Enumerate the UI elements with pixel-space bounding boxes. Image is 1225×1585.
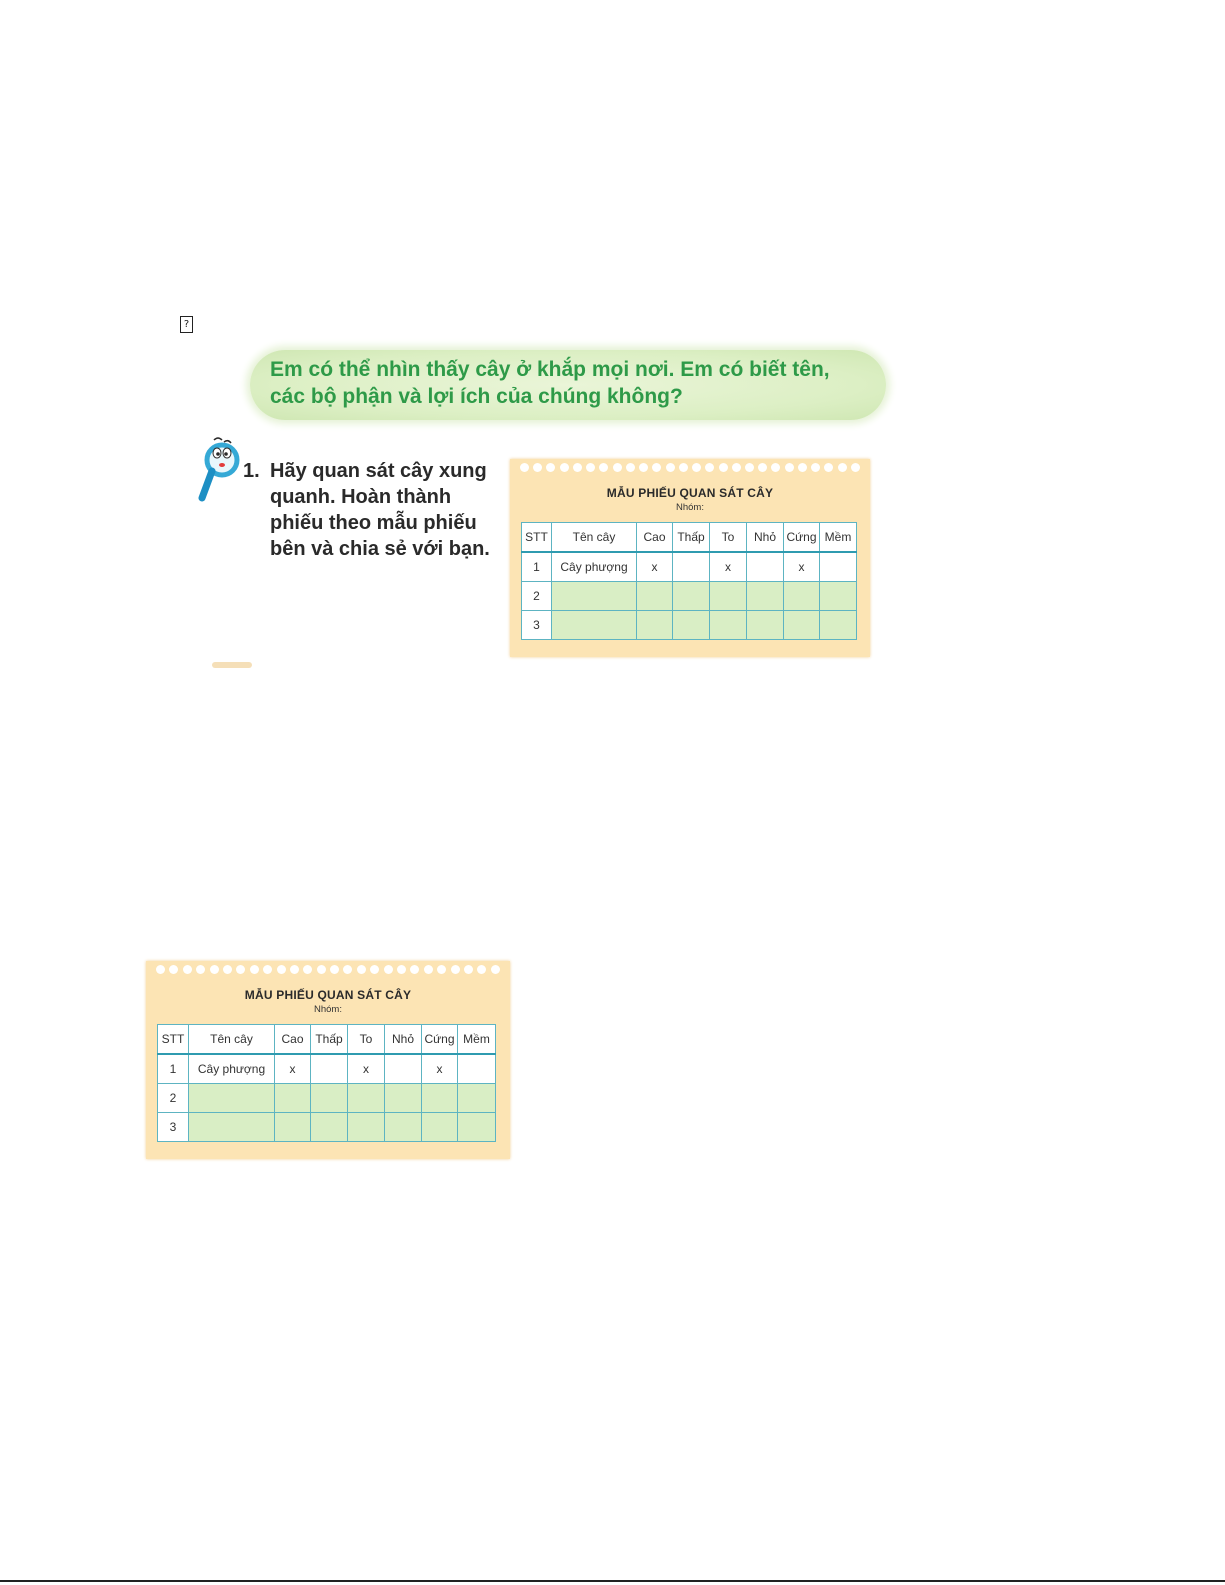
page-bottom-rule [0,1580,1225,1582]
observation-table [157,1024,496,1142]
header-small: Nhỏ [747,523,784,553]
binder-hole [533,463,542,472]
table-cell [275,1113,311,1142]
table-cell [552,611,637,640]
header-hard: Cứng [422,1025,458,1055]
binder-hole [223,965,232,974]
table-cell: x [710,552,747,582]
binder-hole [798,463,807,472]
binder-hole [424,965,433,974]
table-cell [458,1113,496,1142]
table-cell [673,611,710,640]
binder-hole [785,463,794,472]
header-soft: Mềm [458,1025,496,1055]
binder-hole [263,965,272,974]
worksheet-title: MẪU PHIẾU QUAN SÁT CÂY [606,486,774,500]
table-cell [784,611,820,640]
table-cell [189,1113,275,1142]
binder-hole [250,965,259,974]
binder-hole [384,965,393,974]
binder-holes [520,463,860,473]
binder-hole [317,965,326,974]
header-tall: Cao [275,1025,311,1055]
table-cell [673,582,710,611]
binder-hole [437,965,446,974]
binder-hole [851,463,860,472]
binder-hole [491,965,500,974]
table-cell [348,1084,385,1113]
binder-hole [705,463,714,472]
intro-line-2: các bộ phận và lợi ích của chúng không? [270,385,683,408]
header-tall: Cao [637,523,673,553]
table-cell [311,1054,348,1084]
table-row [522,582,857,611]
binder-hole [343,965,352,974]
binder-hole [639,463,648,472]
binder-hole [397,965,406,974]
task-line: bên và chia sẻ với bạn. [270,538,490,560]
table-cell: x [784,552,820,582]
binder-hole [824,463,833,472]
binder-hole [758,463,767,472]
table-cell [710,611,747,640]
table-cell [784,582,820,611]
table-cell: x [275,1054,311,1084]
binder-hole [771,463,780,472]
header-stt: STT [522,523,552,553]
table-cell: 1 [158,1054,189,1084]
binder-hole [811,463,820,472]
header-short: Thấp [311,1025,348,1055]
worksheet-group-label: Nhóm: [314,1004,342,1015]
table-cell [422,1113,458,1142]
table-cell [673,552,710,582]
binder-hole [330,965,339,974]
decorative-smudge [212,662,252,668]
binder-hole [183,965,192,974]
header-big: To [348,1025,385,1055]
binder-hole [679,463,688,472]
binder-hole [838,463,847,472]
binder-hole [477,965,486,974]
table-cell: 3 [522,611,552,640]
table-row [522,611,857,640]
table-cell [637,582,673,611]
table-cell [820,611,857,640]
table-cell [747,582,784,611]
binder-hole [546,463,555,472]
binder-hole [573,463,582,472]
table-cell: x [422,1054,458,1084]
header-soft: Mềm [820,523,857,553]
table-cell [747,552,784,582]
header-hard: Cứng [784,523,820,553]
task-number: 1. [243,460,260,482]
missing-glyph-box: ? [180,316,193,333]
task-line: phiếu theo mẫu phiếu [270,512,477,534]
intro-line-1: Em có thể nhìn thấy cây ở khắp mọi nơi. Em có biết tên, [270,358,830,381]
table-cell [348,1113,385,1142]
binder-hole [303,965,312,974]
table-cell [458,1054,496,1084]
binder-hole [599,463,608,472]
magnifier-mascot-icon [196,436,248,502]
binder-hole [451,965,460,974]
binder-hole [626,463,635,472]
binder-hole [236,965,245,974]
table-cell [458,1084,496,1113]
table-cell: 2 [158,1084,189,1113]
binder-hole [745,463,754,472]
binder-hole [666,463,675,472]
binder-hole [290,965,299,974]
worksheet-title: MẪU PHIẾU QUAN SÁT CÂY [244,988,412,1002]
table-cell [637,611,673,640]
binder-hole [277,965,286,974]
table-cell [275,1084,311,1113]
table-row [158,1054,496,1084]
binder-hole [196,965,205,974]
header-tree-name: Tên cây [552,523,637,553]
table-cell [820,582,857,611]
header-small: Nhỏ [385,1025,422,1055]
binder-hole [586,463,595,472]
observation-worksheet [510,459,870,657]
table-row [522,552,857,582]
binder-hole [210,965,219,974]
worksheet-group-label: Nhóm: [676,502,704,513]
table-cell [820,552,857,582]
binder-hole [520,463,529,472]
table-cell: 3 [158,1113,189,1142]
binder-hole [169,965,178,974]
header-big: To [710,523,747,553]
observation-table [521,522,857,640]
binder-hole [410,965,419,974]
binder-hole [464,965,473,974]
table-row [158,1084,496,1113]
table-cell: Cây phượng [552,552,637,582]
table-cell: 2 [522,582,552,611]
binder-hole [560,463,569,472]
binder-holes [156,965,500,975]
table-cell: 1 [522,552,552,582]
binder-hole [692,463,701,472]
table-cell [422,1084,458,1113]
binder-hole [732,463,741,472]
table-cell [710,582,747,611]
table-cell: Cây phượng [189,1054,275,1084]
table-row [158,1113,496,1142]
table-cell [311,1113,348,1142]
table-cell [747,611,784,640]
table-cell: x [637,552,673,582]
observation-worksheet-copy [146,961,510,1159]
task-line: Hãy quan sát cây xung [270,460,487,482]
binder-hole [156,965,165,974]
header-short: Thấp [673,523,710,553]
header-stt: STT [158,1025,189,1055]
table-cell [385,1113,422,1142]
table-cell: x [348,1054,385,1084]
table-cell [385,1084,422,1113]
binder-hole [370,965,379,974]
binder-hole [613,463,622,472]
table-cell [385,1054,422,1084]
binder-hole [652,463,661,472]
table-cell [189,1084,275,1113]
table-cell [311,1084,348,1113]
table-cell [552,582,637,611]
task-line: quanh. Hoàn thành [270,486,452,508]
binder-hole [357,965,366,974]
binder-hole [719,463,728,472]
header-tree-name: Tên cây [189,1025,275,1055]
intro-question [270,356,880,410]
